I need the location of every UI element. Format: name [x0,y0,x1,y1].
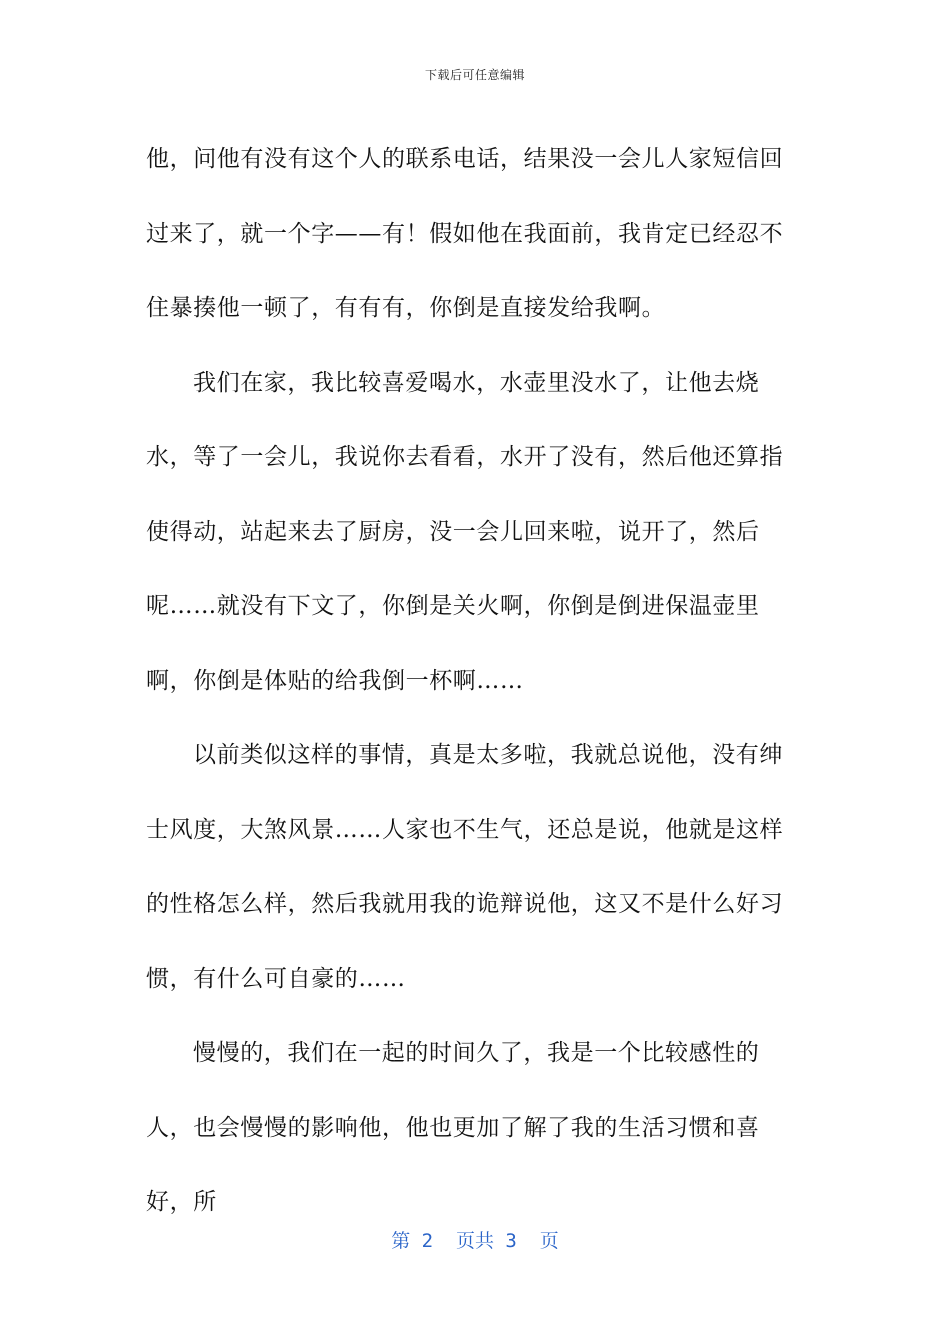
paragraph: 我们在家，我比较喜爱喝水，水壶里没水了，让他去烧水，等了一会儿，我说你去看看，水开了没有，然后他还算指使得动，站起来去了厨房，没一会儿回来啦，说开了，然后呢……就没有下文了，你倒是关火啊，你倒是倒进保温壶里啊，你倒是体贴的给我倒一杯啊…… [146,369,784,694]
page-header: 下载后可任意编辑 [424,68,525,82]
page-number-footer: 第 2 页共 3 页 [391,1230,559,1252]
paragraph: 以前类似这样的事情，真是太多啦，我就总说他，没有绅士风度，大煞风景……人家也不生气，还总是说，他就是这样的性格怎么样，然后我就用我的诡辩说他，这又不是什么好习惯，有什么可自豪的…… [146,742,784,992]
paragraph: 慢慢的，我们在一起的时间久了，我是一个比较感性的人，也会慢慢的影响他，他也更加了解了我的生活习惯和喜好，所 [146,1040,760,1215]
document-body [146,122,806,1240]
paragraph-continued: 他，问他有没有这个人的联系电话，结果没一会儿人家短信回过来了，就一个字——有！假如他在我面前，我肯定已经忍不住暴揍他一顿了，有有有，你倒是直接发给我啊。 [146,146,784,321]
